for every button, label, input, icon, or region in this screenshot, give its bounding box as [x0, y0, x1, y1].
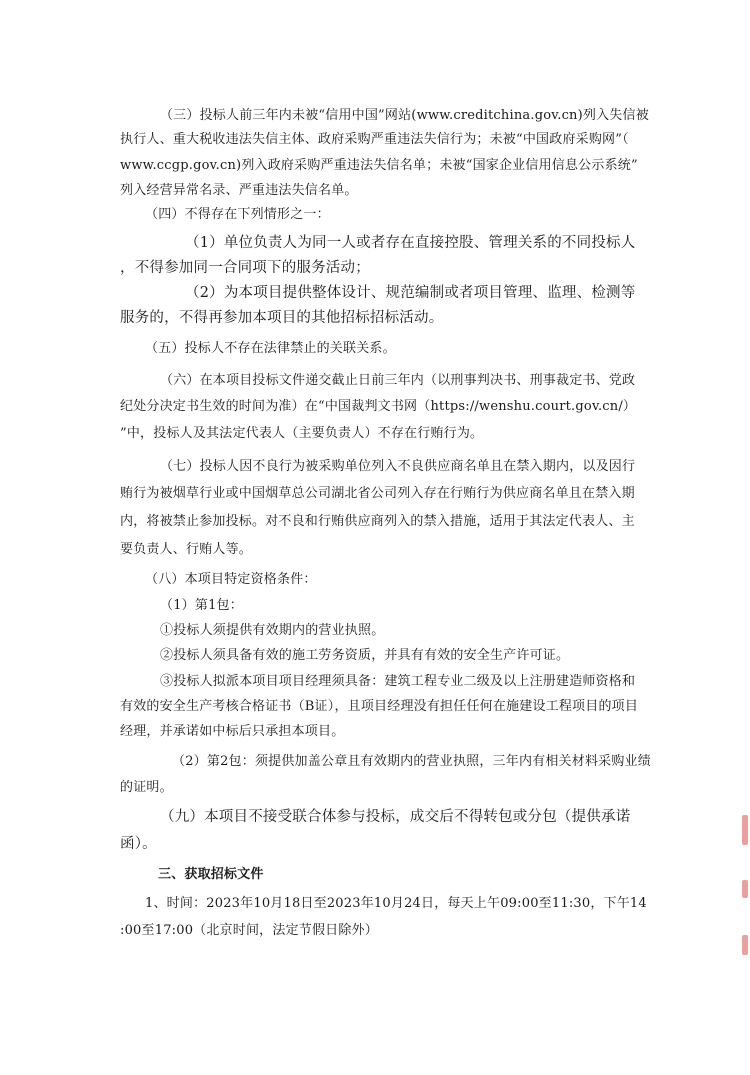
text-line: （1）第1包：	[160, 598, 243, 613]
text-line: 纪处分决定书生效的时间为准）在“中国裁判文书网（https://wenshu.court.gov.cn/）	[120, 399, 637, 414]
section-heading: 三、获取招标文件	[158, 867, 264, 882]
text-line: （六）在本项目投标文件递交截止日前三年内（以刑事判决书、刑事裁定书、党政	[160, 373, 636, 388]
text-line: 内，将被禁止参加投标。对不良和行贿供应商列入的禁入措施，适用于其法定代表人、主	[120, 514, 635, 529]
text-line: 贿行为被烟草行业或中国烟草总公司湖北省公司列入存在行贿行为供应商名单且在禁入期	[120, 486, 635, 501]
text-line: 1、时间：2023年10月18日至2023年10月24日，每天上午09:00至11:30，下午14	[145, 896, 647, 911]
text-line: ”中，投标人及其法定代表人（主要负责人）不存在行贿行为。	[120, 426, 484, 441]
text-line: 经理，并承诺如中标后只承担本项目。	[120, 724, 345, 739]
text-line: 服务的，不得再参加本项目的其他招标招标活动。	[120, 310, 444, 326]
section-heading: （四）不得存在下列情形之一：	[145, 207, 330, 222]
text-line: （1）单位负责人为同一人或者存在直接控股、管理关系的不同投标人	[185, 235, 636, 251]
text-line: 执行人、重大税收违法失信主体、政府采购严重违法失信行为；未被“中国政府采购网”（	[120, 132, 629, 147]
text-line: 的证明。	[120, 780, 173, 795]
text-line: :00至17:00（北京时间，法定节假日除外）	[120, 923, 378, 938]
text-line: ①投标人须提供有效期内的营业执照。	[160, 623, 385, 638]
text-line: 函）。	[120, 836, 157, 852]
text-line: 列入经营异常名录、严重违法失信名单。	[120, 183, 358, 198]
section-heading: （五）投标人不存在法律禁止的关联关系。	[145, 341, 396, 356]
text-line: ③投标人拟派本项目项目经理须具备：建筑工程专业二级及以上注册建造师资格和	[160, 674, 636, 689]
text-line: ②投标人须具备有效的施工劳务资质，并具有有效的安全生产许可证。	[160, 648, 570, 663]
text-line: ，不得参加同一合同项下的服务活动；	[120, 260, 370, 276]
margin-stamp-mark	[742, 815, 748, 845]
section-heading: （八）本项目特定资格条件：	[145, 572, 317, 587]
text-line: （七）投标人因不良行为被采购单位列入不良供应商名单且在禁入期内，以及因行	[160, 459, 636, 474]
text-line: （2）第2包：须提供加盖公章且有效期内的营业执照，三年内有相关材料采购业绩	[172, 754, 651, 769]
text-line: （三）投标人前三年内未被“信用中国”网站(www.creditchina.gov.cn)列入失信被	[160, 108, 649, 123]
text-line: www.ccgp.gov.cn)列入政府采购严重违法失信名单；未被“国家企业信用信息公示系统”	[120, 158, 638, 173]
margin-stamp-mark	[742, 935, 748, 955]
text-line: 有效的安全生产考核合格证书（B证），且项目经理没有担任任何在施建设工程项目的项目	[120, 699, 639, 714]
text-line: （九）本项目不接受联合体参与投标，成交后不得转包或分包（提供承诺	[160, 809, 631, 825]
text-line: 要负责人、行贿人等。	[120, 542, 253, 557]
text-line: （2）为本项目提供整体设计、规范编制或者项目管理、监理、检测等	[185, 285, 636, 301]
margin-stamp-mark	[742, 880, 748, 898]
